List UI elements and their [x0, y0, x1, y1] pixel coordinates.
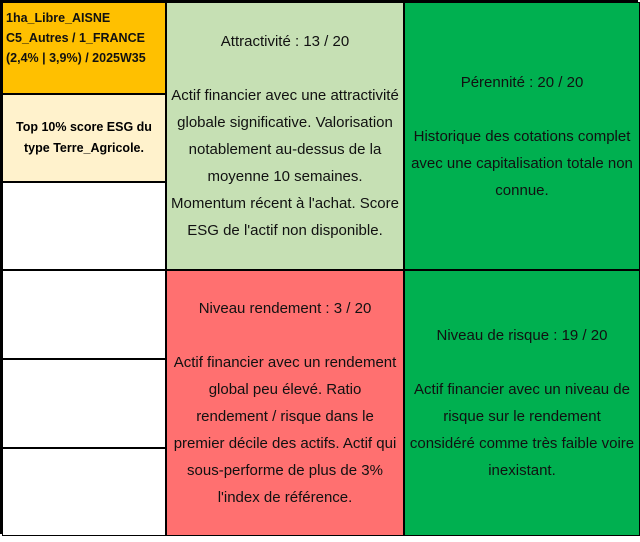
perennite-title: Pérennité : 20 / 20 [460, 73, 584, 91]
risque-title: Niveau de risque : 19 / 20 [436, 327, 608, 344]
perennite-cell [404, 2, 640, 270]
risque-cell [404, 270, 640, 536]
perennite-text: Historique des cotations complet avec une capitalisation totale non connue. [411, 127, 633, 199]
empty-cell-1 [2, 182, 166, 270]
empty-cell-3 [2, 359, 166, 448]
rendement-cell [166, 270, 404, 536]
rendement-text: Actif financier avec un rendement global peu élevé. Ratio rendement / risque dans le premier décile des actifs. Actif qui sous-performe de plus de 3% l'index de référence. [173, 354, 397, 506]
rendement-title: Niveau rendement : 3 / 20 [198, 300, 372, 317]
esg-note-cell [2, 94, 166, 182]
esg-note: Top 10% score ESG du type Terre_Agricole. [16, 120, 152, 155]
attractivite-title: Attractivité : 13 / 20 [220, 33, 350, 50]
asset-category: C5_Autres / 1_FRANCE [6, 31, 145, 45]
risque-text: Actif financier avec un niveau de risque sur le rendement considéré comme très faible voire inexistant. [409, 381, 635, 479]
asset-id-cell [2, 2, 166, 94]
asset-period: (2,4% | 3,9%) / 2025W35 [6, 51, 146, 65]
attractivite-text: Actif financier avec une attractivité globale significative. Valorisation notablement au-dessus de la moyenne 10 semaines. Momentum récent à l'achat. Score ESG de l'actif non disponible. [171, 87, 399, 239]
empty-cell-2 [2, 270, 166, 359]
attractivite-cell [166, 2, 404, 270]
asset-name: 1ha_Libre_AISNE [6, 11, 111, 25]
empty-cell-4 [2, 448, 166, 536]
